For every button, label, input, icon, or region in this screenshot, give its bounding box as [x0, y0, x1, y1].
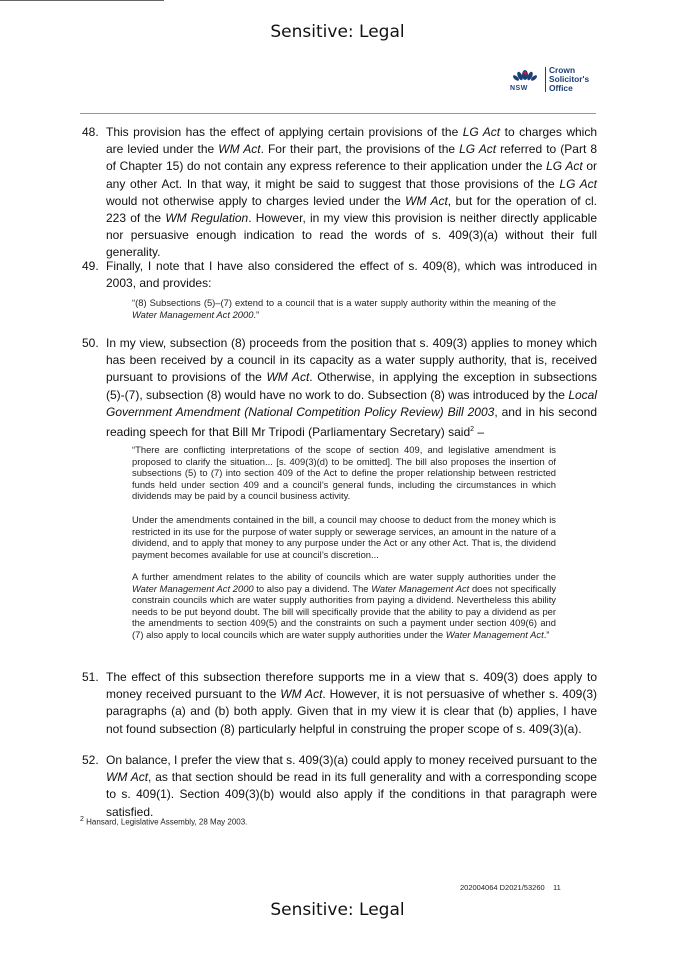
logo-text: Crown Solicitor's Office — [549, 65, 590, 93]
document-reference: 202004064 D2021/53260 11 — [460, 883, 561, 892]
classification-header: Sensitive: Legal — [270, 22, 405, 42]
nsw-wordmark: NSW — [510, 85, 528, 92]
crown-solicitors-office-logo — [508, 66, 598, 94]
paragraph-number: 48. — [82, 125, 99, 139]
paragraph-text: Finally, I note that I have also considered the effect of s. 409(8), which was introduced in 2003, and provides: — [106, 259, 597, 291]
paragraph-text: In my view, subsection (8) proceeds from the position that s. 409(3) applies to money which has been received by a council in its capacity as a water supply authority, that is, received pursuant to provisions of the WM Act. Otherwise, in applying the exception in subsections (5)-(7), subsection (8) would have no work to do. Subsection (8) was introduced by the Local Government Amendment (National Competition Policy Review) Bill 2003, and in his second reading speech for that Bill Mr Tripodi (Parliamentary Secretary) said$^2$ – — [106, 336, 597, 440]
quote-s409-8: “(8) Subsections (5)–(7) extend to a council that is a water supply authority within the meaning of the Water Management Act 2000.” — [132, 297, 556, 320]
paragraph-text: On balance, I prefer the view that s. 409(3)(a) could apply to money received pursuant to the WM Act, as that section should be read in its full generality and with a corresponding scope to s. 409(1). Section 409(3)(b) would also apply if the conditions in that paragraph were satisfied. — [106, 753, 597, 819]
paragraph-text: This provision has the effect of applying certain provisions of the LG Act to charges which are levied under the WM Act. For their part, the provisions of the LG Act referred to (Part 8 of Chapter 15) do not contain any express reference to their application under the LG Act or any other Act. In that way, it might be said to suggest that those provisions of the LG Act would not otherwise apply to charges levied under the WM Act, but for the operation of cl. 223 of the WM Regulation. However, in my view this provision is neither directly applicable nor persuasive enough indication to read the words of s. 409(3)(a) without their full generality. — [106, 125, 598, 260]
footnote: $^2$ Hansard, Legislative Assembly, 28 May 2003. — [80, 816, 248, 827]
quote-hansard-2: Under the amendments contained in the bill, a council may choose to deduct from the money which is restricted in its use for the purpose of water supply or sewerage services, an amount in the nature of a dividend, and to apply that money to any purpose under the Act or any other Act. That is, the dividend payment becomes available for use at council’s discretion... — [132, 514, 556, 560]
paragraph-49 — [82, 258, 597, 292]
classification-footer: Sensitive: Legal — [270, 900, 405, 920]
quote-hansard-1: “There are conflicting interpretations of the scope of section 409, and legislative amendment is proposed to clarify the situation... [s. 409(3)(d) to be omitted]. The bill also proposes the insertion of subsections (5) to (7) into section 409 of the Act to define the proper relationship between restricted funds held under section 409 and a council’s general funds, including the circumstances in which dividends may be paid by a council business activity. — [132, 444, 556, 502]
logo-divider — [545, 67, 546, 92]
footnote-divider — [0, 0, 164, 1]
quote-hansard-3: A further amendment relates to the ability of councils which are water supply authorities under the Water Management Act 2000 to also pay a dividend. The Water Management Act does not specifically constrain councils which are water supply authorities from paying a dividend. Nevertheless this ability needs to be put beyond doubt. The bill will specifically provide that the ability to pay a dividend as per the amendments to section 409(5) and the constraints on such a payment under section 409(6) and (7) also apply to local councils which are water supply authorities under the Water Management Act.” — [132, 571, 557, 640]
paragraph-number: 50. — [82, 336, 99, 350]
paragraph-number: 52. — [82, 753, 99, 767]
page-number: 11 — [553, 883, 561, 892]
paragraph-number: 49. — [82, 259, 99, 273]
footnote-reference: 2 — [470, 426, 475, 434]
paragraph-51 — [82, 669, 597, 738]
paragraph-text: The effect of this subsection therefore supports me in a view that s. 409(3) does apply to money received pursuant to the WM Act. However, it is not persuasive of whether s. 409(3) paragraphs (a) and (b) both apply. Given that in my view it is clear that (b) applies, I have not found subsection (8) particularly helpful in construing the proper scope of s. 409(3)(a). — [106, 670, 597, 736]
header-divider — [80, 113, 596, 114]
paragraph-number: 51. — [82, 670, 99, 684]
paragraph-50 — [82, 335, 597, 441]
paragraph-48 — [82, 124, 597, 262]
paragraph-52 — [82, 752, 597, 821]
